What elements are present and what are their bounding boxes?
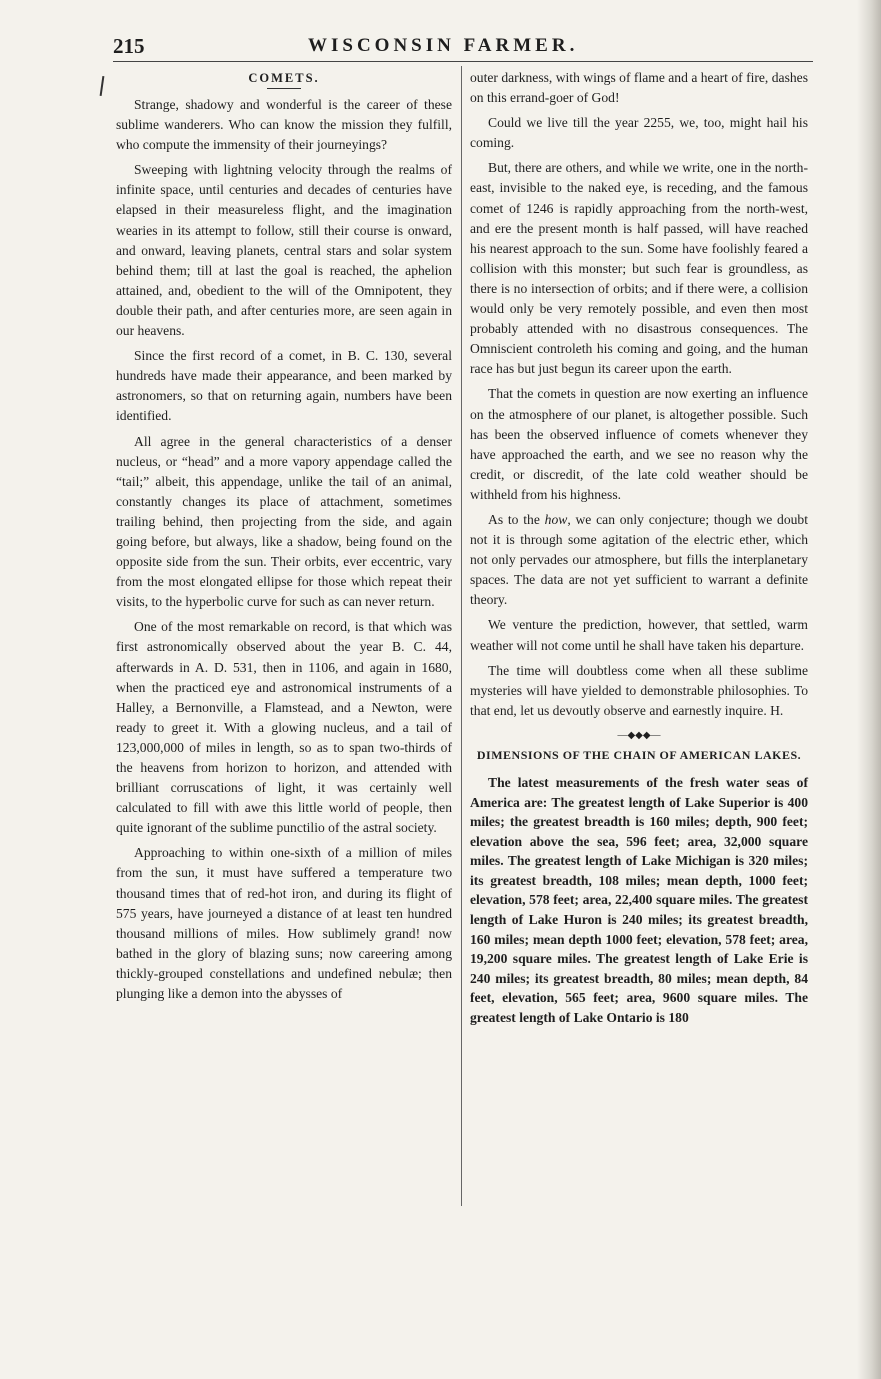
page-number: 215 (113, 34, 145, 58)
comets-paragraph-4: All agree in the general characteristics of a denser nucleus, or “head” and a more vapory appendage called the “tail;” albeit, this appendage, unlike the tail of an animal, constantly changes its place of attachment, sometimes trailing behind, then projecting from the side, and again going before, but always, like a shadow, being found on the opposite side from the sun. Their orbits, ever eccentric, vary from the most elongated ellipse for those which repeat their visits, to the hyperbolic curve for such as can never return. (116, 433, 452, 610)
section-ornament: —◆◆◆— (617, 729, 661, 741)
comets-heading: COMETS. (248, 71, 320, 85)
lakes-section (470, 773, 808, 1028)
header-rule (113, 61, 813, 62)
lakes-heading: DIMENSIONS OF THE CHAIN OF AMERICAN LAKES. (476, 747, 802, 762)
how-before: As to the (488, 511, 545, 527)
comets-paragraph-8: But, there are others, and while we write, one in the north-east, invisible to the naked eye, is receding, and the famous comet of 1246 is rapidly approaching from the north-west, and ere the present month is half passed, will have reached his nearest approach to the sun. Some have foolishly feared a collision with this monster; but such fear is groundless, as there is no intersection of orbits; and if there were, a collision would only be very remotely possible, and even then most probably attended with no disastrous consequences. The Omniscient controleth his coming and going, and the human race has but just begun its career upon the earth. (470, 160, 808, 377)
comets-paragraph-2: Sweeping with lightning velocity through the realms of infinite space, until centuries and decades of centuries have elapsed in their measureless flight, and the imagination wearies in its attempt to follow, still their course is onward, and onward, leaving planets, central stars and solar system behind them; till at last the goal is reached, the aphelion attained, and, obedient to the will of the Omnipotent, they double their path, and after centuries more, are seen again in our heavens. (116, 162, 452, 339)
comets-paragraph-1: Strange, shadowy and wonderful is the career of these sublime wanderers. Who can know the mission they fulfill, who compute the immensity of their journeyings? (116, 97, 452, 153)
lakes-paragraph: The latest measurements of the fresh water seas of America are: The greatest length of Lake Superior is 400 miles; the greatest breadth is 160 miles; depth, 900 feet; elevation above the sea, 596 feet; area, 32,000 square miles. The greatest length of Lake Michigan is 320 miles; its greatest breadth, 108 miles; mean depth, 1000 feet; elevation, 578 feet; area, 22,400 square miles. The greatest length of Lake Huron is 240 miles; its greatest breadth, 160 miles; mean depth 1000 feet; elevation, 578 feet; area, 19,200 square miles. The greatest length of Lake Erie is 240 miles; its greatest breadth, 80 miles; mean depth, 84 feet, elevation, 565 feet; area, 9600 square miles. The greatest length of Lake Ontario is 180 (470, 774, 808, 1026)
page-header (113, 34, 813, 58)
left-column (116, 68, 452, 1009)
column-divider (461, 66, 462, 1206)
how-after: , we can only conjecture; though we doubt not it is through some agitation of the electric ether, which not only pervades our atmosphere, but fills the interplanetary spaces. The data are not yet sufficient to warrant a definite theory. (470, 511, 809, 608)
page-edge-shadow (857, 0, 881, 1379)
comets-paragraph-6: Approaching to within one-sixth of a million of miles from the sun, it must have suffered a temperature two thousand times that of red-hot iron, and during its flight of 575 years, have journeyed a distance of at least ten hundred thousand millions of miles. How sublimely grand! now bathed in the glory of blazing suns; now careering among thickly-grouped constellations and undefined nebulæ; then plunging like a demon into the abysses of (116, 845, 452, 1002)
how-italic: how (544, 511, 568, 527)
margin-mark (100, 76, 105, 96)
running-title: WISCONSIN FARMER. (308, 35, 579, 56)
comets-paragraph-9: That the comets in question are now exerting an influence on the atmosphere of our planet, is altogether possible. Such has been the observed influence of comets whenever they have approached the earth, and we see no reason why the credit, or discredit, of the late cold weather should be withheld from his highness. (470, 386, 808, 502)
comets-paragraph-5: One of the most remarkable on record, is that which was first astronomically observed about the year B. C. 44, afterwards in A. D. 531, then in 1106, and again in 1680, when the practiced eye and astronomical instruments of a Halley, a Bernonville, a Flamstead, and a Newton, were ready to greet it. With a glowing nucleus, and a tail of 123,000,000 of miles in length, so as to span two-thirds of the heavens from horizon to horizon, and attended with brilliant corruscations of light, it was certainly well calculated to fill with awe this little world of people, then quite ignorant of the sublime punctilio of the astral society. (116, 619, 452, 836)
comets-paragraph-7: Could we live till the year 2255, we, too, might hail his coming. (470, 115, 808, 151)
comets-paragraph-10 (470, 510, 808, 610)
heading-rule (267, 88, 301, 89)
comets-paragraph-12: The time will doubtless come when all these sublime mysteries will have yielded to demonstrable philosophies. To that end, let us devoutly observe and earnestly inquire. H. (470, 662, 808, 718)
comets-paragraph-11: We venture the prediction, however, that settled, warm weather will not come until he shall have taken his departure. (470, 617, 808, 653)
comets-continuation: outer darkness, with wings of flame and a heart of fire, dashes on this errand-goer of God! (470, 70, 808, 106)
right-column (470, 68, 808, 1033)
comets-paragraph-3: Since the first record of a comet, in B. C. 130, several hundreds have made their appearance, and been marked by astronomers, so that on returning again, numbers have been identified. (116, 348, 452, 424)
